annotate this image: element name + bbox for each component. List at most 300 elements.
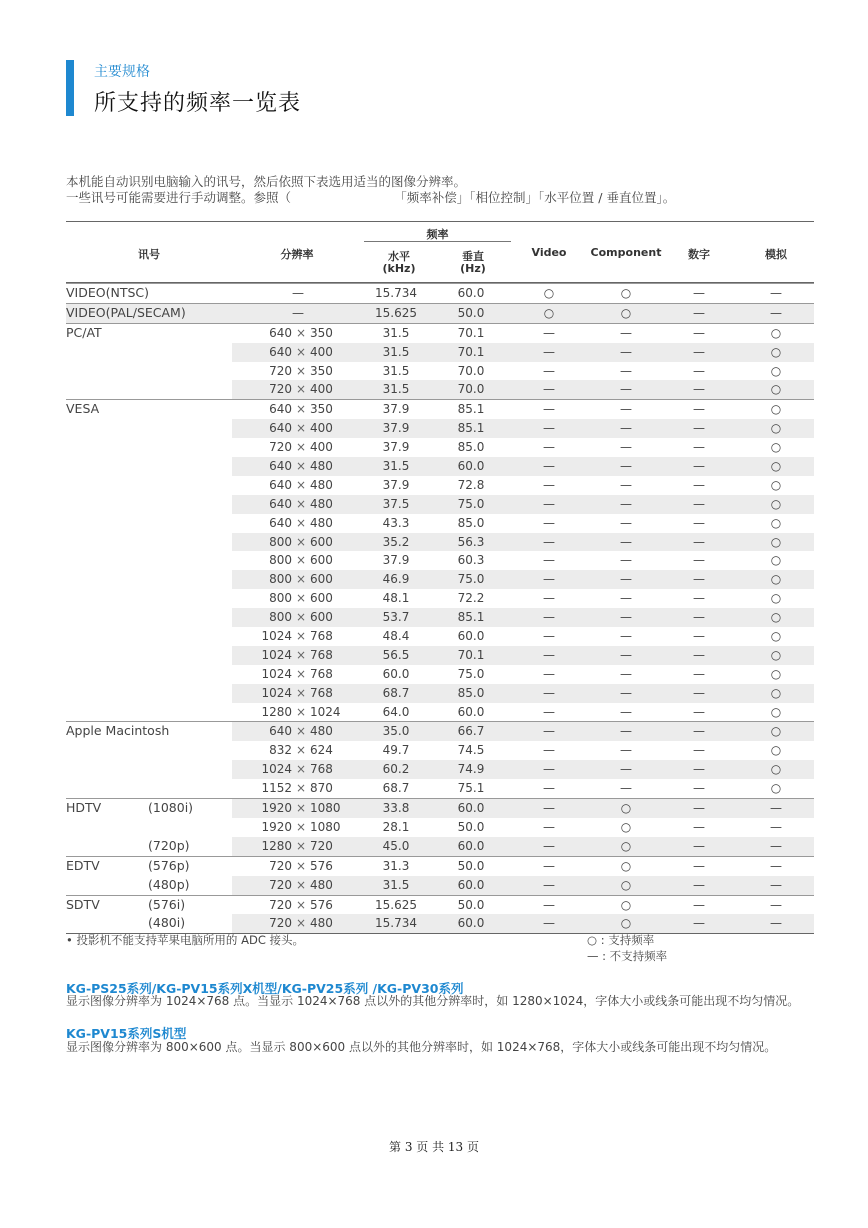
horizontal-frequency-cell: 48.4 bbox=[382, 629, 410, 644]
analog-support-cell: ○ bbox=[770, 591, 782, 606]
resolution-height-cell: 768 bbox=[310, 685, 333, 700]
component-support-cell: ○ bbox=[620, 897, 632, 912]
analog-support-cell: ○ bbox=[770, 781, 782, 796]
resolution-separator: × bbox=[295, 724, 307, 739]
horizontal-frequency-cell: 15.734 bbox=[375, 916, 417, 931]
vertical-frequency-cell: 70.1 bbox=[457, 325, 485, 340]
digital-support-cell: — bbox=[693, 477, 705, 492]
horizontal-frequency-cell: 15.625 bbox=[375, 305, 417, 320]
horizontal-frequency-cell: 48.1 bbox=[382, 591, 410, 606]
table-row bbox=[66, 380, 814, 399]
resolution-height-cell: 480 bbox=[310, 459, 333, 474]
component-support-cell: — bbox=[620, 610, 632, 625]
resolution-height-cell: 350 bbox=[310, 402, 333, 417]
video-support-cell: — bbox=[543, 877, 555, 892]
resolution-separator: × bbox=[295, 572, 307, 587]
vertical-frequency-cell: 72.8 bbox=[457, 477, 485, 492]
digital-support-cell: — bbox=[693, 459, 705, 474]
digital-support-cell: — bbox=[693, 286, 705, 300]
table-row bbox=[66, 533, 814, 552]
resolution-width-cell: 720 bbox=[269, 916, 292, 931]
video-support-cell: — bbox=[543, 496, 555, 511]
digital-support-cell: — bbox=[693, 440, 705, 455]
component-support-cell: ○ bbox=[620, 858, 632, 873]
horizontal-frequency-cell: 15.625 bbox=[375, 897, 417, 912]
resolution-separator: × bbox=[295, 916, 307, 931]
video-support-cell: — bbox=[543, 553, 555, 568]
digital-support-cell: — bbox=[693, 666, 705, 681]
vertical-frequency-cell: 85.0 bbox=[457, 515, 485, 530]
video-support-cell: — bbox=[543, 743, 555, 758]
signal-subtype-cell: (576p) bbox=[148, 857, 190, 873]
resolution-height-cell: 576 bbox=[310, 897, 333, 912]
video-support-cell: — bbox=[543, 534, 555, 549]
horizontal-frequency-cell: 60.0 bbox=[382, 666, 410, 681]
table-row bbox=[66, 608, 814, 627]
analog-support-cell: — bbox=[770, 305, 782, 320]
horizontal-frequency-cell: 31.5 bbox=[382, 459, 410, 474]
vertical-frequency-cell: 70.0 bbox=[457, 382, 485, 397]
resolution-separator: × bbox=[295, 629, 307, 644]
resolution-height-cell: 480 bbox=[310, 496, 333, 511]
resolution-separator: × bbox=[295, 685, 307, 700]
vertical-frequency-cell: 85.1 bbox=[457, 610, 485, 625]
resolution-width-cell: 1280 bbox=[261, 838, 292, 853]
model-series-title-1: KG-PS25系列/KG-PV15系列X机型/KG-PV25系列 /KG-PV30系列 bbox=[66, 981, 464, 996]
horizontal-frequency-cell: 37.5 bbox=[382, 496, 410, 511]
header-video: Video bbox=[531, 246, 567, 259]
table-row bbox=[66, 476, 814, 495]
table-row bbox=[66, 895, 814, 915]
resolution-height-cell: 480 bbox=[310, 477, 333, 492]
digital-support-cell: — bbox=[693, 553, 705, 568]
analog-support-cell: — bbox=[770, 858, 782, 873]
header-signal: 讯号 bbox=[138, 248, 160, 261]
horizontal-frequency-cell: 37.9 bbox=[382, 402, 410, 417]
intro-line-2: 一些讯号可能需要进行手动调整。参照（ 「频率补偿」「相位控制」「水平位置 / 垂直位置」。 bbox=[66, 190, 676, 205]
analog-support-cell: — bbox=[770, 801, 782, 816]
resolution-height-cell: 768 bbox=[310, 647, 333, 662]
horizontal-frequency-cell: 64.0 bbox=[382, 704, 410, 719]
table-row bbox=[66, 570, 814, 589]
analog-support-cell: ○ bbox=[770, 496, 782, 511]
digital-support-cell: — bbox=[693, 685, 705, 700]
vertical-frequency-cell: 85.1 bbox=[457, 402, 485, 417]
signal-cell: VIDEO(PAL/SECAM) bbox=[66, 304, 186, 320]
resolution-height-cell: 600 bbox=[310, 610, 333, 625]
analog-support-cell: ○ bbox=[770, 647, 782, 662]
resolution-width-cell: 1024 bbox=[261, 629, 292, 644]
horizontal-frequency-cell: 35.0 bbox=[382, 724, 410, 739]
video-support-cell: — bbox=[543, 459, 555, 474]
video-support-cell: — bbox=[543, 704, 555, 719]
model-series-title-2: KG-PV15系列S机型 bbox=[66, 1026, 187, 1041]
resolution-separator: × bbox=[295, 801, 307, 816]
analog-support-cell: ○ bbox=[770, 421, 782, 436]
digital-support-cell: — bbox=[693, 325, 705, 340]
horizontal-frequency-cell: 37.9 bbox=[382, 440, 410, 455]
frequency-table bbox=[66, 221, 814, 934]
vertical-frequency-cell: 85.1 bbox=[457, 421, 485, 436]
resolution-separator: × bbox=[295, 762, 307, 777]
signal-cell: VIDEO(NTSC) bbox=[66, 285, 150, 300]
table-row bbox=[66, 760, 814, 779]
table-row bbox=[66, 303, 814, 323]
vertical-frequency-cell: 50.0 bbox=[457, 858, 485, 873]
table-row bbox=[66, 283, 814, 303]
analog-support-cell: — bbox=[770, 286, 782, 300]
component-support-cell: — bbox=[620, 402, 632, 417]
horizontal-frequency-cell: 31.5 bbox=[382, 325, 410, 340]
analog-support-cell: — bbox=[770, 819, 782, 834]
vertical-frequency-cell: 85.0 bbox=[457, 685, 485, 700]
table-row bbox=[66, 741, 814, 760]
resolution-height-cell: 480 bbox=[310, 877, 333, 892]
video-support-cell: — bbox=[543, 421, 555, 436]
digital-support-cell: — bbox=[693, 591, 705, 606]
resolution-width-cell: 800 bbox=[269, 591, 292, 606]
digital-support-cell: — bbox=[693, 916, 705, 931]
header-horizontal: 水平 bbox=[388, 250, 410, 263]
resolution-width-cell: 720 bbox=[269, 858, 292, 873]
digital-support-cell: — bbox=[693, 572, 705, 587]
resolution-height-cell: 400 bbox=[310, 440, 333, 455]
component-support-cell: ○ bbox=[620, 286, 632, 300]
horizontal-frequency-cell: 31.5 bbox=[382, 344, 410, 359]
horizontal-frequency-cell: 53.7 bbox=[382, 610, 410, 625]
model-series-desc-1: 显示图像分辨率为 1024×768 点。当显示 1024×768 点以外的其他分辨率时，如 1280×1024，字体大小或线条可能出现不均匀情况。 bbox=[66, 994, 800, 1008]
analog-support-cell: ○ bbox=[770, 762, 782, 777]
video-support-cell: — bbox=[543, 781, 555, 796]
vertical-frequency-cell: 75.0 bbox=[457, 666, 485, 681]
vertical-frequency-cell: 56.3 bbox=[457, 534, 485, 549]
vertical-frequency-cell: 75.0 bbox=[457, 496, 485, 511]
resolution-width-cell: 720 bbox=[269, 363, 292, 378]
analog-support-cell: ○ bbox=[770, 685, 782, 700]
horizontal-frequency-cell: 37.9 bbox=[382, 477, 410, 492]
intro-line-1: 本机能自动识别电脑输入的讯号，然后依照下表选用适当的图像分辨率。 bbox=[66, 174, 467, 189]
analog-support-cell: ○ bbox=[770, 724, 782, 739]
table-row bbox=[66, 914, 814, 933]
resolution-width-cell: 1024 bbox=[261, 647, 292, 662]
horizontal-frequency-cell: 37.9 bbox=[382, 553, 410, 568]
resolution-width-cell: 640 bbox=[269, 515, 292, 530]
table-row bbox=[66, 419, 814, 438]
video-support-cell: — bbox=[543, 916, 555, 931]
table-row bbox=[66, 343, 814, 362]
analog-support-cell: ○ bbox=[770, 704, 782, 719]
component-support-cell: — bbox=[620, 553, 632, 568]
resolution-separator: × bbox=[295, 781, 307, 796]
video-support-cell: — bbox=[543, 724, 555, 739]
table-row bbox=[66, 837, 814, 856]
adc-note: • 投影机不能支持苹果电脑所用的 ADC 接头。 bbox=[66, 933, 304, 947]
horizontal-frequency-cell: 31.5 bbox=[382, 363, 410, 378]
model-series-desc-2: 显示图像分辨率为 800×600 点。当显示 800×600 点以外的其他分辨率时，如 1024×768，字体大小或线条可能出现不均匀情况。 bbox=[66, 1040, 777, 1054]
resolution-height-cell: 1080 bbox=[310, 801, 341, 816]
resolution-width-cell: 640 bbox=[269, 459, 292, 474]
resolution-height-cell: 720 bbox=[310, 838, 333, 853]
resolution-width-cell: 800 bbox=[269, 534, 292, 549]
table-row bbox=[66, 646, 814, 665]
table-row bbox=[66, 779, 814, 798]
analog-support-cell: — bbox=[770, 838, 782, 853]
component-support-cell: — bbox=[620, 724, 632, 739]
signal-subtype-cell: (576i) bbox=[148, 896, 186, 912]
resolution-separator: × bbox=[295, 382, 307, 397]
digital-support-cell: — bbox=[693, 305, 705, 320]
table-row bbox=[66, 514, 814, 533]
horizontal-frequency-cell: 60.2 bbox=[382, 762, 410, 777]
vertical-frequency-cell: 60.0 bbox=[457, 916, 485, 931]
horizontal-frequency-cell: 37.9 bbox=[382, 421, 410, 436]
table-row bbox=[66, 362, 814, 381]
table-row bbox=[66, 627, 814, 646]
component-support-cell: — bbox=[620, 572, 632, 587]
table-row bbox=[66, 818, 814, 837]
resolution-height-cell: 576 bbox=[310, 858, 333, 873]
resolution-height-cell: 768 bbox=[310, 762, 333, 777]
signal-cell: VESA bbox=[66, 401, 100, 417]
component-support-cell: — bbox=[620, 534, 632, 549]
resolution-height-cell: 480 bbox=[310, 724, 333, 739]
header-resolution: 分辨率 bbox=[280, 248, 314, 261]
video-support-cell: — bbox=[543, 610, 555, 625]
digital-support-cell: — bbox=[693, 515, 705, 530]
analog-support-cell: ○ bbox=[770, 440, 782, 455]
horizontal-frequency-cell: 31.5 bbox=[382, 382, 410, 397]
component-support-cell: — bbox=[620, 325, 632, 340]
header-vertical-unit: (Hz) bbox=[460, 262, 486, 275]
vertical-frequency-cell: 72.2 bbox=[457, 591, 485, 606]
resolution-separator: × bbox=[295, 704, 307, 719]
horizontal-frequency-cell: 45.0 bbox=[382, 838, 410, 853]
analog-support-cell: ○ bbox=[770, 610, 782, 625]
table-header bbox=[66, 221, 814, 283]
digital-support-cell: — bbox=[693, 344, 705, 359]
resolution-separator: × bbox=[295, 440, 307, 455]
analog-support-cell: ○ bbox=[770, 515, 782, 530]
video-support-cell: — bbox=[543, 685, 555, 700]
signal-cell: SDTV bbox=[66, 896, 100, 912]
resolution-width-cell: 640 bbox=[269, 344, 292, 359]
resolution-separator: × bbox=[295, 838, 307, 853]
resolution-separator: × bbox=[295, 515, 307, 530]
table-body bbox=[66, 283, 814, 933]
component-support-cell: — bbox=[620, 629, 632, 644]
horizontal-frequency-cell: 31.5 bbox=[382, 877, 410, 892]
page-title: 所支持的频率一览表 bbox=[94, 91, 302, 116]
video-support-cell: — bbox=[543, 858, 555, 873]
resolution-width-cell: 720 bbox=[269, 382, 292, 397]
table-row bbox=[66, 876, 814, 895]
digital-support-cell: — bbox=[693, 382, 705, 397]
signal-subtype-cell: (480i) bbox=[148, 915, 186, 931]
analog-support-cell: ○ bbox=[770, 325, 782, 340]
resolution-separator: × bbox=[295, 591, 307, 606]
analog-support-cell: ○ bbox=[770, 477, 782, 492]
resolution-height-cell: 350 bbox=[310, 325, 333, 340]
table-row bbox=[66, 721, 814, 741]
resolution-separator: × bbox=[295, 897, 307, 912]
legend-supported: ○ : 支持频率 bbox=[587, 933, 655, 947]
digital-support-cell: — bbox=[693, 781, 705, 796]
video-support-cell: — bbox=[543, 647, 555, 662]
horizontal-frequency-cell: 28.1 bbox=[382, 819, 410, 834]
component-support-cell: — bbox=[620, 781, 632, 796]
vertical-frequency-cell: 70.0 bbox=[457, 363, 485, 378]
vertical-frequency-cell: 75.1 bbox=[457, 781, 485, 796]
component-support-cell: — bbox=[620, 704, 632, 719]
resolution-width-cell: 640 bbox=[269, 325, 292, 340]
analog-support-cell: ○ bbox=[770, 629, 782, 644]
digital-support-cell: — bbox=[693, 363, 705, 378]
resolution-width-cell: 720 bbox=[269, 877, 292, 892]
horizontal-frequency-cell: 15.734 bbox=[375, 286, 417, 300]
digital-support-cell: — bbox=[693, 743, 705, 758]
digital-support-cell: — bbox=[693, 838, 705, 853]
analog-support-cell: ○ bbox=[770, 534, 782, 549]
video-support-cell: — bbox=[543, 801, 555, 816]
vertical-frequency-cell: 75.0 bbox=[457, 572, 485, 587]
resolution-height-cell: 400 bbox=[310, 344, 333, 359]
digital-support-cell: — bbox=[693, 801, 705, 816]
horizontal-frequency-cell: 46.9 bbox=[382, 572, 410, 587]
resolution-height-cell: 600 bbox=[310, 591, 333, 606]
resolution-separator: × bbox=[295, 344, 307, 359]
digital-support-cell: — bbox=[693, 877, 705, 892]
analog-support-cell: ○ bbox=[770, 553, 782, 568]
video-support-cell: ○ bbox=[543, 286, 555, 300]
digital-support-cell: — bbox=[693, 762, 705, 777]
table-row bbox=[66, 798, 814, 818]
component-support-cell: — bbox=[620, 762, 632, 777]
vertical-frequency-cell: 50.0 bbox=[457, 819, 485, 834]
vertical-frequency-cell: 70.1 bbox=[457, 647, 485, 662]
component-support-cell: — bbox=[620, 743, 632, 758]
video-support-cell: ○ bbox=[543, 305, 555, 320]
resolution-separator: × bbox=[295, 459, 307, 474]
resolution-width-cell: 640 bbox=[269, 496, 292, 511]
digital-support-cell: — bbox=[693, 421, 705, 436]
vertical-frequency-cell: 50.0 bbox=[457, 305, 485, 320]
video-support-cell: — bbox=[543, 897, 555, 912]
resolution-separator: × bbox=[295, 819, 307, 834]
component-support-cell: ○ bbox=[620, 305, 632, 320]
horizontal-frequency-cell: 68.7 bbox=[382, 781, 410, 796]
resolution-width-cell: 800 bbox=[269, 572, 292, 587]
resolution-separator: × bbox=[295, 553, 307, 568]
resolution-width-cell: 1920 bbox=[261, 819, 292, 834]
component-support-cell: — bbox=[620, 421, 632, 436]
component-support-cell: — bbox=[620, 591, 632, 606]
component-support-cell: — bbox=[620, 363, 632, 378]
digital-support-cell: — bbox=[693, 704, 705, 719]
horizontal-frequency-cell: 68.7 bbox=[382, 685, 410, 700]
resolution-width-cell: 1024 bbox=[261, 762, 292, 777]
component-support-cell: — bbox=[620, 344, 632, 359]
component-support-cell: — bbox=[620, 459, 632, 474]
header-frequency: 频率 bbox=[426, 228, 449, 241]
resolution-separator: × bbox=[295, 666, 307, 681]
resolution-separator: × bbox=[295, 477, 307, 492]
digital-support-cell: — bbox=[693, 647, 705, 662]
resolution-width-cell: 640 bbox=[269, 421, 292, 436]
digital-support-cell: — bbox=[693, 724, 705, 739]
video-support-cell: — bbox=[543, 344, 555, 359]
component-support-cell: ○ bbox=[620, 877, 632, 892]
resolution-width-cell: 832 bbox=[269, 743, 292, 758]
resolution-separator: × bbox=[295, 325, 307, 340]
signal-subtype-cell: (480p) bbox=[148, 876, 190, 892]
video-support-cell: — bbox=[543, 382, 555, 397]
resolution-separator: × bbox=[295, 421, 307, 436]
signal-cell: HDTV bbox=[66, 800, 102, 816]
horizontal-frequency-cell: 43.3 bbox=[382, 515, 410, 530]
resolution-width-cell: 1920 bbox=[261, 801, 292, 816]
video-support-cell: — bbox=[543, 440, 555, 455]
vertical-frequency-cell: 70.1 bbox=[457, 344, 485, 359]
digital-support-cell: — bbox=[693, 819, 705, 834]
signal-cell: EDTV bbox=[66, 857, 100, 873]
analog-support-cell: — bbox=[770, 877, 782, 892]
resolution-separator: × bbox=[295, 402, 307, 417]
component-support-cell: ○ bbox=[620, 838, 632, 853]
header-digital: 数字 bbox=[688, 248, 710, 261]
resolution-height-cell: 768 bbox=[310, 629, 333, 644]
resolution-height-cell: 600 bbox=[310, 534, 333, 549]
table-row bbox=[66, 684, 814, 703]
vertical-frequency-cell: 85.0 bbox=[457, 440, 485, 455]
signal-cell: Apple Macintosh bbox=[66, 723, 170, 739]
video-support-cell: — bbox=[543, 572, 555, 587]
header-vertical: 垂直 bbox=[462, 250, 484, 263]
digital-support-cell: — bbox=[693, 402, 705, 417]
table-row bbox=[66, 495, 814, 514]
horizontal-frequency-cell: 49.7 bbox=[382, 743, 410, 758]
digital-support-cell: — bbox=[693, 897, 705, 912]
signal-cell: PC/AT bbox=[66, 324, 102, 340]
table-row bbox=[66, 551, 814, 570]
component-support-cell: ○ bbox=[620, 916, 632, 931]
resolution-cell: — bbox=[292, 305, 304, 320]
vertical-frequency-cell: 50.0 bbox=[457, 897, 485, 912]
video-support-cell: — bbox=[543, 666, 555, 681]
component-support-cell: — bbox=[620, 440, 632, 455]
resolution-height-cell: 350 bbox=[310, 363, 333, 378]
analog-support-cell: ○ bbox=[770, 666, 782, 681]
section-label: 主要规格 bbox=[94, 64, 150, 80]
resolution-width-cell: 720 bbox=[269, 440, 292, 455]
resolution-height-cell: 768 bbox=[310, 666, 333, 681]
resolution-cell: — bbox=[292, 286, 304, 300]
resolution-width-cell: 800 bbox=[269, 610, 292, 625]
component-support-cell: — bbox=[620, 666, 632, 681]
resolution-width-cell: 640 bbox=[269, 477, 292, 492]
resolution-height-cell: 480 bbox=[310, 916, 333, 931]
title-accent-bar bbox=[66, 60, 74, 116]
resolution-separator: × bbox=[295, 858, 307, 873]
video-support-cell: — bbox=[543, 477, 555, 492]
analog-support-cell: — bbox=[770, 916, 782, 931]
table-row bbox=[66, 323, 814, 343]
vertical-frequency-cell: 60.0 bbox=[457, 838, 485, 853]
component-support-cell: — bbox=[620, 647, 632, 662]
analog-support-cell: — bbox=[770, 897, 782, 912]
resolution-height-cell: 480 bbox=[310, 515, 333, 530]
analog-support-cell: ○ bbox=[770, 382, 782, 397]
vertical-frequency-cell: 60.0 bbox=[457, 704, 485, 719]
